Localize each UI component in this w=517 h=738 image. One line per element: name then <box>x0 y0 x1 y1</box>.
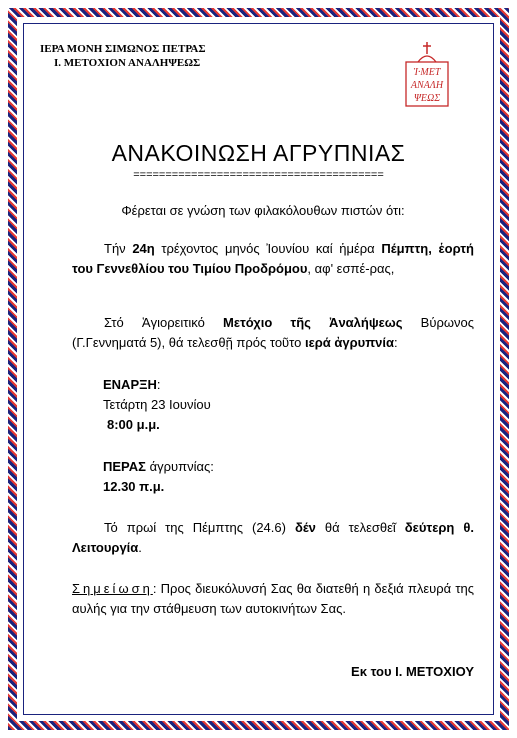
vigil-day: Πέμπτη, ἑορτή του Γεννεθλίου του Τιμίου Προδρόμου <box>72 241 474 276</box>
note-text: : Προς διευκόλυνσή Σας θα διατεθή η δεξιά πλευρά της αυλής για την στάθμευση των αυτοκινήτων Σας. <box>72 581 474 616</box>
end-label: ΠΕΡΑΣ <box>103 459 146 474</box>
start-label: ΕΝΑΡΞΗ <box>103 377 157 392</box>
start-day: Τετάρτη 23 Ιουνίου <box>103 397 211 412</box>
church-icon <box>400 40 455 110</box>
end-label-rest: άγρυπνίας: <box>145 459 214 474</box>
parking-note <box>72 579 474 619</box>
note-label: Σημείωση <box>72 581 153 596</box>
vigil-label: ιερά ἀγρυπνία <box>304 335 395 350</box>
second-liturgy: δεύτερη θ. Λειτουργία <box>72 520 474 555</box>
vigil-date: 24η <box>132 241 155 256</box>
paragraph-location <box>72 313 474 353</box>
para3-text-1: Τό πρωί της Πέμπτης (24.6) <box>104 520 295 535</box>
header-line-monastery: ΙΕΡΑ ΜΟΝΗ ΣΙΜΩΝΟΣ ΠΕΤΡΑΣ <box>40 43 206 55</box>
intro-line: Φέρεται σε γνώση των φιλακόλουθων πιστών ότι: <box>121 203 405 218</box>
paragraph-liturgy <box>72 518 474 558</box>
para3-text-3: . <box>138 540 142 555</box>
start-time: 8:00 μ.μ. <box>107 417 160 432</box>
para1-text-3: , αφ' εσπέ-ρας, <box>307 261 395 276</box>
logo-text-line-3: ΨΕΩΣ <box>413 93 441 104</box>
para2-text-3: : <box>394 335 398 350</box>
para1-text-2: τρέχοντος μηνός Ἰουνίου καί ἡμέρα <box>154 241 382 256</box>
title-underline-rule: ======================================= <box>133 169 384 181</box>
signature-text: Εκ του Ι. ΜΕΤΟΧΙΟΥ <box>351 664 474 679</box>
logo-text-line-1: Ἱ·ΜΕΤ <box>413 67 441 78</box>
para2-text-2: Βύρωνος (Γ.Γεννηματά 5), θά τελεσθῇ πρός τοῦτο <box>72 315 475 350</box>
announcement-title: ΑΝΑΚΟΙΝΩΣΗ ΑΓΡΥΠΝΙΑΣ <box>111 140 406 166</box>
para2-text-1: Στό Ἁγιορειτικό <box>104 315 223 330</box>
start-block <box>103 375 505 435</box>
start-colon: : <box>156 377 161 392</box>
monastery-header <box>40 42 240 70</box>
location-name: Μετόχιο τῆς Ἀναλήψεως <box>223 315 403 330</box>
para3-text-2: θά τελεσθεῖ <box>315 520 405 535</box>
header-line-metochion: Ι. ΜΕΤΟΧΙΟΝ ΑΝΑΛΗΨΕΩΣ <box>54 57 201 69</box>
logo-text-line-2: ΑΝΑΛΗ <box>410 80 444 91</box>
not-word: δέν <box>294 520 316 535</box>
metochion-logo <box>400 40 455 110</box>
signature <box>72 662 474 682</box>
para1-text-1: Τήν <box>104 241 133 256</box>
end-block <box>103 457 505 497</box>
paragraph-date <box>72 239 474 279</box>
end-time: 12.30 π.μ. <box>103 479 165 494</box>
decorative-border <box>8 8 509 730</box>
